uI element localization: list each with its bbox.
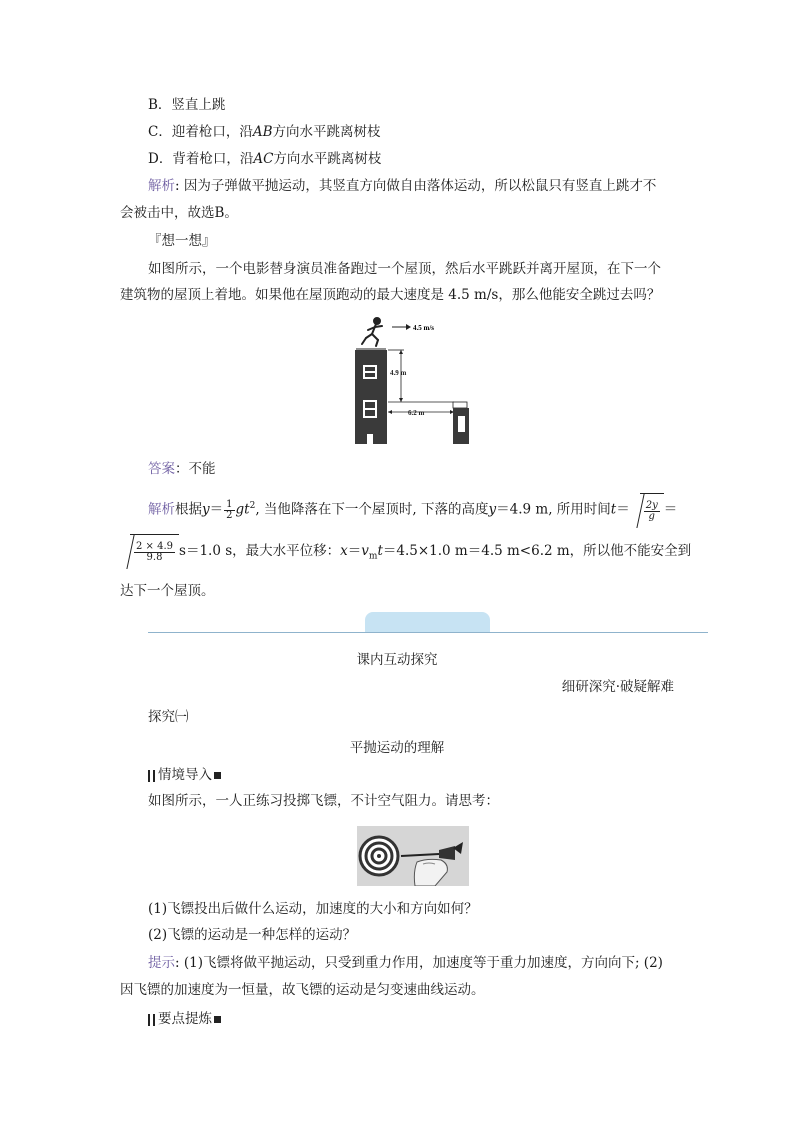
width-label: 6.2 m — [408, 409, 425, 417]
section-tab-decoration — [365, 612, 490, 632]
scene-text: 如图所示，一人正练习投掷飞镖，不计空气阻力。请思考： — [148, 793, 499, 809]
option-b: B．竖直上跳 — [148, 97, 226, 113]
analysis-2-line2: $\frac{2 \times 4.9}{9.8}$ s＝1.0 s，最大水平位移：$x=v_mt=4.5\times 1.0$ m＝4.5 m<6.2 m，所以他不能安全到 — [120, 534, 680, 574]
think-line1: 如图所示，一个电影替身演员准备跑过一个屋顶，然后水平跳跃并离开屋顶，在下一个 — [148, 261, 661, 277]
dart-target-figure — [357, 826, 469, 886]
analysis-2-line3: 达下一个屋顶。 — [120, 583, 215, 599]
analysis-2-line1: 解析根据y＝ $\frac{1}{2}$ $gt^2$, 当他降落在下一个屋顶时, 下落的高度y＝4.9 m, 所用时间t＝ $\frac{2y}{g}$ ＝ — [148, 489, 708, 528]
tall-building — [355, 350, 387, 444]
think-title: 『想一想』 — [148, 233, 216, 249]
section-subtitle: 细研深究·破疑解难 — [561, 679, 674, 695]
question-1: (1)飞镖投出后做什么运动，加速度的大小和方向如何？ — [148, 901, 478, 917]
topic-title: 平抛运动的理解 — [349, 740, 445, 756]
stuntman-building-figure — [350, 316, 470, 444]
target-icon — [360, 837, 398, 875]
answer-line: 答案：不能 — [148, 461, 216, 477]
hint-line2: 因飞镖的加速度为一恒量，故飞镖的运动是匀变速曲线运动。 — [120, 982, 485, 998]
analysis-1-line2: 会被击中，故选B。 — [120, 205, 238, 221]
section-divider — [148, 632, 708, 633]
scene-heading: 情境导入 — [148, 764, 708, 786]
runner-icon — [362, 318, 382, 346]
analysis-1-line1: 解析: 因为子弹做平抛运动，其竖直方向做自由落体运动，所以松鼠只有竖直上跳才不 — [148, 178, 657, 194]
option-d: D．背着枪口，沿AC方向水平跳离树枝 — [148, 151, 382, 167]
option-c: C．迎着枪口，沿AB方向水平跳离树枝 — [148, 124, 381, 140]
hint-line1: 提示: (1)飞镖将做平抛运动，只受到重力作用，加速度等于重力加速度，方向向下; (2) — [148, 955, 663, 971]
height-label: 4.9 m — [390, 369, 407, 377]
key-points-heading: 要点提炼 — [148, 1008, 708, 1030]
explore-label: 探究㈠ — [148, 709, 189, 725]
speed-label: 4.5 m/s — [413, 324, 434, 332]
think-line2: 建筑物的屋顶上着地。如果他在屋顶跑动的最大速度是 4.5 m/s，那么他能安全跳过去吗？ — [120, 287, 661, 303]
section-title: 课内互动探究 — [356, 652, 438, 668]
question-2: (2)飞镖的运动是一种怎样的运动？ — [148, 927, 357, 943]
